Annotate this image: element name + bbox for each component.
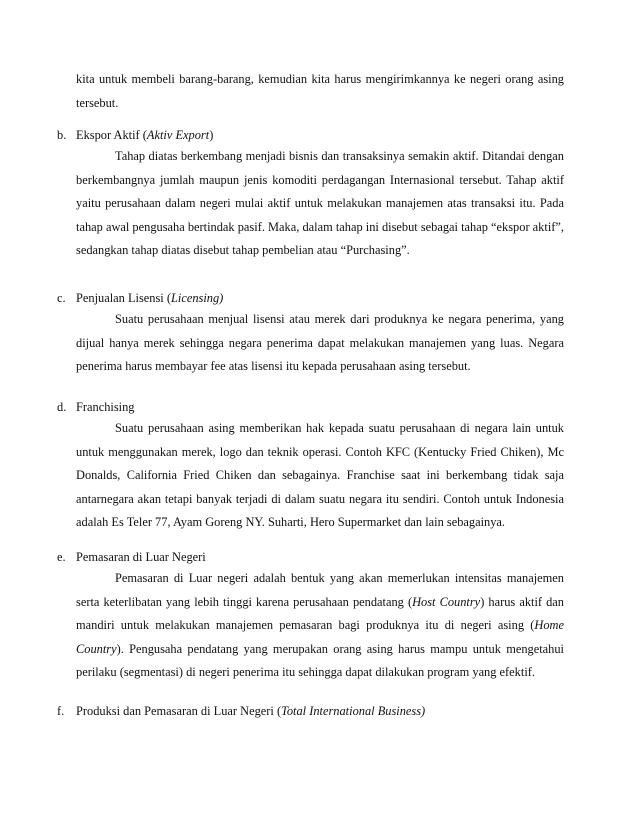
section-f: [57, 701, 564, 721]
section-letter: b.: [57, 128, 67, 142]
section-title: Pemasaran di Luar Negeri: [76, 550, 206, 564]
section-heading: [57, 288, 564, 308]
section-body: Suatu perusahaan asing memberikan hak kepada suatu perusahaan di negara lain untuk untuk menggunakan merek, logo dan teknik operasi. Contoh KFC (Kentucky Fried Chiken), Mc Donalds, California Fried Chiken dan sebagainya. Franchise saat ini berkembang tidak saja antarnegara akan tetapi banyak terjadi di dalam suatu negara itu sendiri. Contoh untuk Indonesia adalah Es Teler 77, Ayam Goreng NY. Suharti, Hero Supermarket dan lain sebagainya.: [76, 421, 564, 529]
section-e: [57, 547, 564, 685]
section-b: [57, 125, 564, 263]
section-title: Ekspor Aktif (: [76, 128, 147, 142]
intro-paragraph: kita untuk membeli barang-barang, kemudian kita harus mengirimkannya ke negeri orang asing tersebut.: [76, 72, 564, 110]
section-letter: d.: [57, 400, 67, 414]
section-heading: [57, 125, 564, 145]
section-title: Produksi dan Pemasaran di Luar Negeri (: [76, 704, 282, 718]
section-letter: e.: [57, 550, 66, 564]
body-italic: Home Country: [76, 618, 564, 656]
section-d: [57, 397, 564, 535]
section-letter: c.: [57, 291, 66, 305]
section-letter: f.: [57, 704, 65, 718]
section-body: Tahap diatas berkembang menjadi bisnis dan transaksinya semakin aktif. Ditandai dengan berkembangnya jumlah maupun jenis komoditi perdagangan Internasional tersebut. Tahap aktif yaitu perusahaan dalam negeri mulai aktif untuk melakukan manajemen atas transaksi itu. Pada tahap awal pengusaha bertindak pasif. Maka, dalam tahap ini disebut sebagai tahap “ekspor aktif”, sedangkan tahap diatas disebut tahap pembelian atau “Purchasing”.: [76, 149, 564, 257]
section-body: [76, 567, 564, 685]
section-title: Franchising: [76, 400, 135, 414]
body-italic: Host Country: [412, 594, 481, 609]
section-title: Penjualan Lisensi (: [76, 291, 171, 305]
section-body: Suatu perusahaan menjual lisensi atau merek dari produknya ke negara penerima, yang dijual hanya merek sehingga negara penerima dapat melakukan manajemen yang luas. Negara penerima harus membayar fee atas lisensi itu kepada perusahaan asing tersebut.: [76, 312, 564, 373]
body-text: Pemasaran di Luar negeri adalah bentuk yang akan memerlukan intensitas manajemen serta keterlibatan yang lebih tinggi karena perusahaan pendatang (: [76, 571, 564, 609]
section-heading: [57, 547, 564, 567]
section-title-end: ): [209, 128, 214, 142]
body-text: ) harus aktif dan mandiri untuk melakukan manajemen pemasaran bagi produknya itu di negeri asing (: [76, 594, 564, 632]
body-text: ). Pengusaha pendatang yang merupakan orang asing harus mampu untuk mengetahui perilaku (segmentasi) di negeri penerima itu sehingga dapat dilakukan program yang efektif.: [76, 641, 564, 679]
section-heading: [57, 397, 564, 417]
section-title-italic: Total International Business): [281, 704, 426, 718]
section-title-italic: Aktiv Export: [146, 128, 210, 142]
section-title-italic: Licensing): [170, 291, 224, 305]
section-heading: [57, 701, 564, 721]
section-c: [57, 288, 564, 379]
